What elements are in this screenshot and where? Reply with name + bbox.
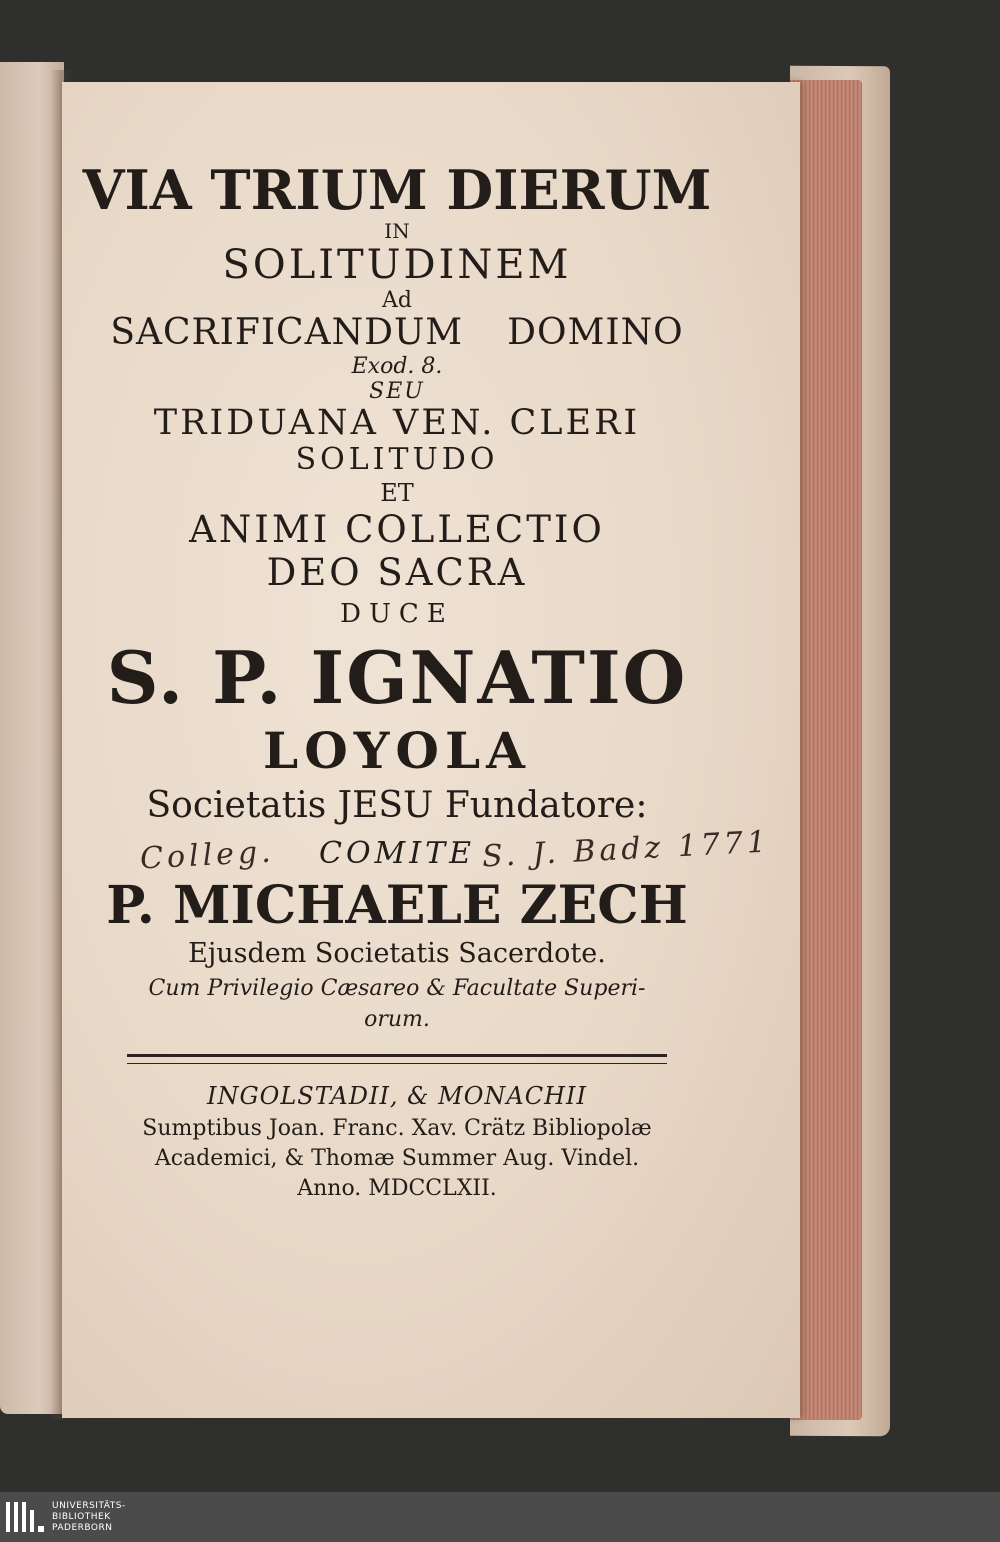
title-line-1: VIA TRIUM DIERUM	[82, 158, 712, 222]
logo-line-3: PADERBORN	[52, 1523, 113, 1533]
title-line-21: orum.	[364, 1007, 430, 1032]
title-line-7: SEU	[369, 379, 425, 404]
imprint-line-1: INGOLSTADII, & MONACHII	[206, 1082, 588, 1110]
title-line-2: IN	[384, 219, 410, 243]
title-line-6: Exod. 8.	[351, 354, 443, 379]
library-logo-text	[52, 1501, 126, 1534]
title-line-5b: DOMINO	[507, 312, 684, 353]
title-line-12: DEO SACRA	[266, 551, 528, 594]
title-text-block	[62, 158, 771, 1204]
title-line-8: TRIDUANA VEN. CLERI	[153, 403, 641, 443]
imprint-line-4: Anno. MDCCLXII.	[297, 1176, 497, 1201]
library-logo-icon	[6, 1502, 46, 1532]
logo-line-1: UNIVERSITÄTS-	[52, 1501, 126, 1511]
title-line-4: Ad	[382, 288, 412, 313]
imprint-line-2: Sumptibus Joan. Franc. Xav. Crätz Bibliopolæ	[142, 1116, 652, 1141]
title-line-13: DUCE	[340, 599, 454, 629]
double-rule-divider	[127, 1054, 667, 1064]
comite-text: COMITE	[318, 836, 476, 871]
title-line-16: Societatis JESU Fundatore:	[146, 785, 648, 826]
title-line-17	[62, 824, 771, 877]
title-line-15: LOYOLA	[263, 721, 531, 780]
title-line-14: S. P. IGNATIO	[106, 635, 688, 720]
title-line-9: SOLITUDO	[295, 442, 499, 477]
page-fore-edge	[790, 80, 862, 1420]
title-line-20: Cum Privilegio Cæsareo & Facultate Superi-	[148, 976, 646, 1001]
title-line-11: ANIMI COLLECTIO	[189, 508, 605, 551]
title-line-18: P. MICHAELE ZECH	[106, 875, 688, 936]
library-footer-bar	[0, 1492, 1000, 1542]
title-line-5a: SACRIFICANDUM	[110, 312, 464, 353]
logo-line-2: BIBLIOTHEK	[52, 1512, 111, 1522]
title-line-5	[62, 312, 732, 354]
title-line-3: SOLITUDINEM	[222, 242, 572, 288]
handwritten-note-right: S. J. Badz 1771	[481, 824, 771, 875]
title-line-10: ET	[380, 479, 414, 507]
imprint-line-3: Academici, & Thomæ Summer Aug. Vindel.	[154, 1146, 640, 1171]
title-line-19: Ejusdem Societatis Sacerdote.	[188, 938, 606, 969]
handwritten-note-left: Colleg.	[139, 834, 276, 877]
